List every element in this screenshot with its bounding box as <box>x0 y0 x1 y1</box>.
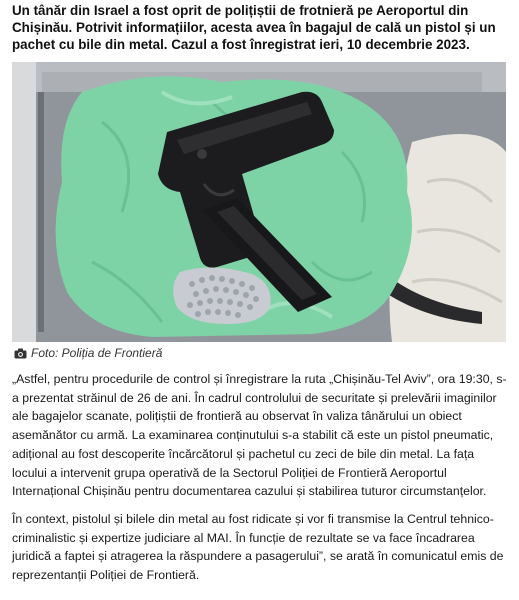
photo-caption <box>14 345 162 361</box>
seized-pistol-photo <box>12 62 506 342</box>
article-paragraph-1: „Astfel, pentru procedurile de control și înregistrare la ruta „Chișinău-Tel Aviv”, ora 19:30, s-a prezentat străinul de 26 de ani. În cadrul controlului de securitate și prelevării imaginilor ale bagajelor scanate, polițiștii de frontieră au observat în valiza tânărului un obiect asemănător cu armă. La examinarea conținutului s-a stabilit că este un pistol pneumatic, adițional au fost descoperite încărcătorul și pachetul cu zeci de bile din metal. La fața locului a intervenit grupa operativă de la Sectorul Poliției de Frontieră Aeroportul Internațional Chișinău pentru documentarea cazului și stabilirea tuturor circumstanțelor. <box>12 372 507 499</box>
article-paragraph-2: În context, pistolul și bilele din metal au fost ridicate și vor fi transmise la Centrul tehnico-criminalistic și expertize judiciare al MAI. În funcție de rezultate se va face încadrarea juridică a faptei și atragerea la răspundere a pasagerului”, se arată în comunicatul emis de reprezentanții Poliției de Frontieră. <box>12 511 504 583</box>
article-photo <box>12 62 506 342</box>
article-body <box>12 370 510 594</box>
camera-icon <box>14 348 27 359</box>
article-headline: Un tânăr din Israel a fost oprit de polițiștii de frotnieră pe Aeroportul din Chișinău. Potrivit informațiilor, acesta avea în bagajul de cală un pistol și un pachet cu bile din metal. Cazul a fost înregistrat ieri, 10 decembrie 2023. <box>12 3 496 52</box>
suitcase-side <box>12 62 36 342</box>
photo-caption-text: Foto: Poliția de Frontieră <box>31 346 163 360</box>
